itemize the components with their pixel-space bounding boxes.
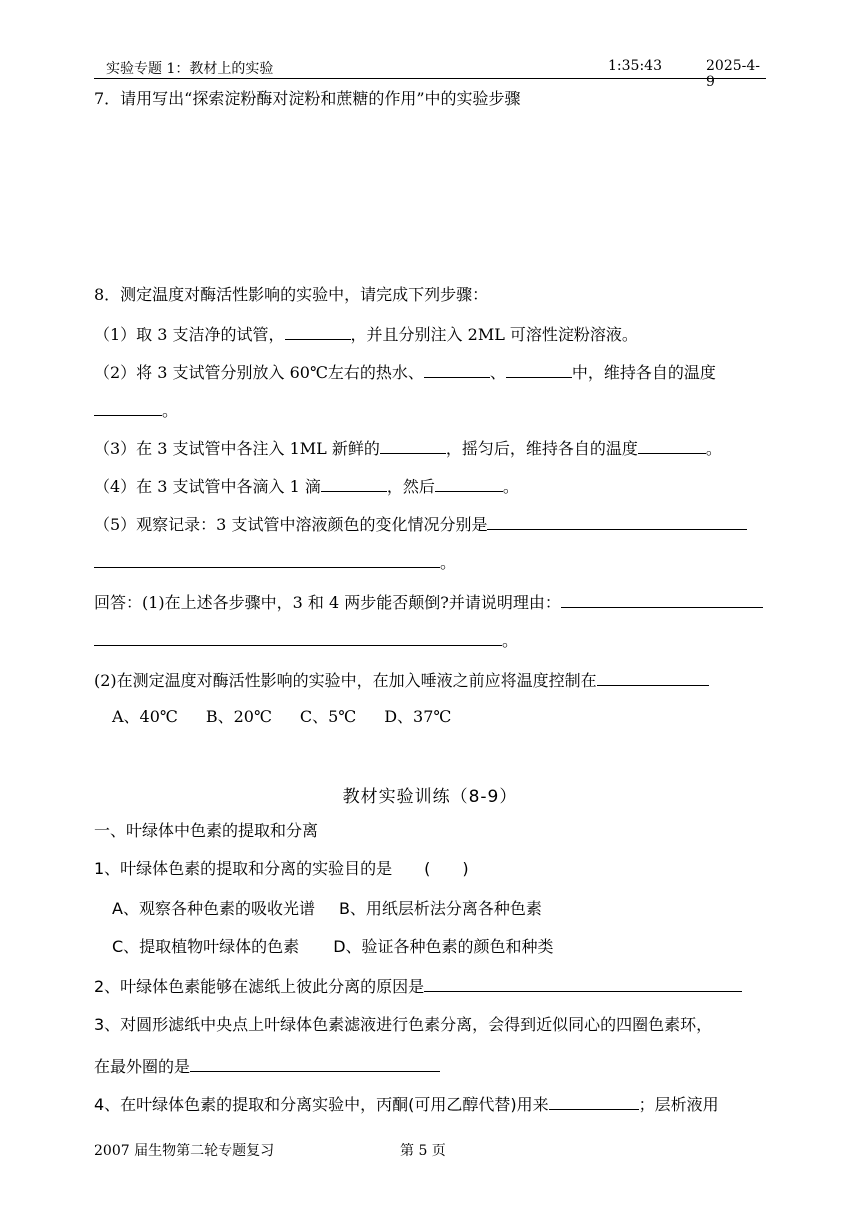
q8-step-4-blank-1[interactable] [321, 474, 387, 492]
option-b[interactable]: B、20℃ [205, 707, 272, 726]
q8-step-4-blank-2[interactable] [435, 474, 503, 492]
q8-step-3-text-a: （3）在 3 支试管中各注入 1ML 新鲜的 [94, 439, 380, 458]
q8-step-1 [94, 322, 774, 346]
footer-title: 2007 届生物第二轮专题复习 [94, 1143, 275, 1159]
q8-step-4-text-b: ，然后 [386, 477, 435, 496]
q8-answer-2-blank[interactable] [597, 668, 709, 686]
q8-step-2-text-b: 、 [489, 363, 506, 382]
q8-step-1-text-a: （1）取 3 支洁净的试管， [94, 325, 285, 344]
q8-answer-2-text: (2)在测定温度对酶活性影响的实验中，在加入唾液之前应将温度控制在 [94, 671, 597, 690]
q8-step-1-blank[interactable] [285, 322, 351, 340]
q8-step-2-blank-3[interactable] [94, 398, 162, 416]
q8-step-2-blank-1[interactable] [424, 360, 490, 378]
q8-options [112, 706, 792, 728]
section-q3-text-b: 在最外圈的是 [94, 1057, 191, 1076]
q8-step-4-text-a: （4）在 3 支试管中各滴入 1 滴 [94, 477, 321, 496]
q8-step-5-text-b: 。 [440, 553, 457, 572]
section-q4-blank[interactable] [549, 1092, 639, 1110]
page-header [94, 56, 766, 90]
q8-answer-1-blank-1[interactable] [561, 590, 763, 608]
q1-option-b[interactable]: B、用纸层析法分离各种色素 [338, 899, 542, 918]
q8-step-2-blank-2[interactable] [506, 360, 572, 378]
q8-step-2-text-c: 中，维持各自的温度 [571, 363, 716, 382]
q8-step-3 [94, 436, 774, 460]
q1-option-d[interactable]: D、验证各种色素的颜色和种类 [333, 937, 554, 956]
q8-answer-1-blank-2[interactable] [94, 628, 502, 646]
section-q4 [94, 1092, 774, 1116]
q8-step-4-text-c: 。 [502, 477, 519, 496]
q8-step-5-blank-1[interactable] [487, 512, 747, 530]
q8-step-5 [94, 512, 774, 536]
q8-answer-1-cont [94, 628, 774, 652]
option-a[interactable]: A、40℃ [112, 707, 178, 726]
q8-step-1-text-b: ，并且分别注入 2ML 可溶性淀粉溶液。 [350, 325, 638, 344]
question-7: 7．请用写出“探索淀粉酶对淀粉和蔗糖的作用”中的实验步骤 [94, 89, 521, 108]
section-q3-blank[interactable] [190, 1054, 440, 1072]
q1-option-a[interactable]: A、观察各种色素的吸收光谱 [112, 899, 315, 918]
q8-answer-1 [94, 590, 774, 614]
q8-step-4 [94, 474, 774, 498]
q8-step-2-text-a: （2）将 3 支试管分别放入 60℃左右的热水、 [94, 363, 424, 382]
section-q2 [94, 974, 774, 998]
q8-step-5-blank-2[interactable] [94, 550, 440, 568]
header-title: 实验专题 1：教材上的实验 [106, 61, 274, 77]
question-8-title: 8．测定温度对酶活性影响的实验中，请完成下列步骤： [94, 285, 489, 304]
q8-step-3-blank-2[interactable] [638, 436, 706, 454]
q8-step-3-blank-1[interactable] [380, 436, 446, 454]
q8-step-2-cont [94, 398, 774, 422]
header-time: 1:35:43 [608, 58, 662, 74]
section-q2-text: 2、叶绿体色素能够在滤纸上彼此分离的原因是 [94, 977, 425, 996]
header-date: 2025-4-9 [706, 58, 760, 90]
section-title: 教材实验训练（8-9） [342, 787, 518, 807]
q8-step-2-text-d: 。 [162, 401, 179, 420]
q8-step-3-text-b: ，摇匀后，维持各自的温度 [445, 439, 638, 458]
footer-page-number: 第 5 页 [400, 1143, 446, 1159]
q8-step-2 [94, 360, 774, 384]
q8-answer-1-text: 回答：(1)在上述各步骤中，3 和 4 两步能否颠倒?并请说明理由： [94, 593, 561, 612]
section-q1-options-row-1 [112, 898, 792, 920]
q8-answer-1-end: 。 [502, 631, 519, 650]
q8-step-5-cont [94, 550, 774, 574]
option-c[interactable]: C、5℃ [299, 707, 357, 726]
section-q4-text-b: ；层析液用 [638, 1095, 719, 1114]
section-q4-text-a: 4、在叶绿体色素的提取和分离实验中，丙酮(可用乙醇代替)用来 [94, 1095, 549, 1114]
q8-answer-2 [94, 668, 774, 692]
q8-step-3-text-c: 。 [705, 439, 722, 458]
section-subtitle: 一、叶绿体中色素的提取和分离 [94, 821, 319, 840]
q1-option-c[interactable]: C、提取植物叶绿体的色素 [112, 937, 300, 956]
section-q1-options-row-2 [112, 936, 792, 958]
section-q2-blank[interactable] [424, 974, 742, 992]
section-q3-cont [94, 1054, 774, 1078]
q8-step-5-text-a: （5）观察记录：3 支试管中溶液颜色的变化情况分别是 [94, 515, 488, 534]
option-d[interactable]: D、37℃ [384, 707, 452, 726]
section-q3: 3、对圆形滤纸中央点上叶绿体色素滤液进行色素分离，会得到近似同心的四圈色素环， [94, 1015, 713, 1034]
section-q1: 1、叶绿体色素的提取和分离的实验目的是 ( ) [94, 859, 469, 878]
